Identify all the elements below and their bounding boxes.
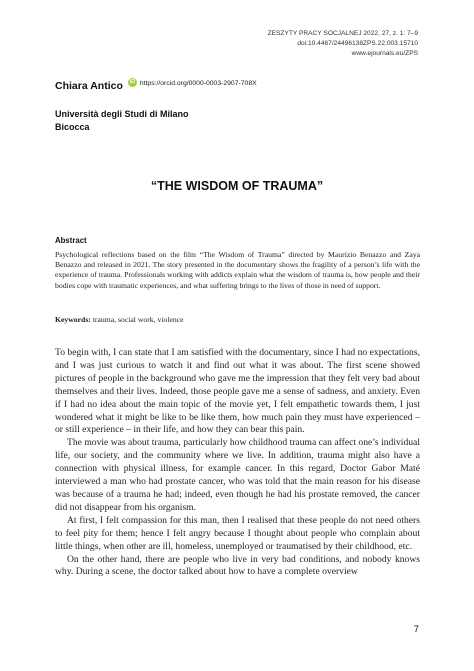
orcid-icon[interactable]: iD: [129, 78, 135, 85]
journal-issue: ZESZYTY PRACY SOCJALNEJ 2022, 27, z. 1: 7–9: [267, 30, 418, 37]
abstract-heading: Abstract: [55, 236, 87, 245]
body-paragraph: On the other hand, there are people who live in very bad conditions, and nobody knows why. During a scene, the doctor talked about how to have a complete overview: [55, 553, 420, 578]
abstract-text: Psychological reflections based on the film “The Wisdom of Trauma” directed by Maurizio Benazzo and Zaya Benazzo and released in 2021. The story presented in the documentary shows the fragility of a person’s life with the experience of trauma. Professionals working with addicts explain what the wisdom of trauma is, how people and their bodies cope with traumatic experiences, and what suffering brings to the lives of those in need of support.: [55, 250, 420, 290]
keywords-label: Keywords:: [55, 315, 91, 324]
body-paragraph: At first, I felt compassion for this man, then I realised that these people do not need others to feel pity for them; hence I felt angry because I thought about people who complain about little things, when other are ill, homeless, unemployed or traumatised by their childhood, etc.: [55, 514, 420, 552]
author-name: Chiara Antico: [55, 80, 123, 92]
affiliation-line: Università degli Studi di Milano: [55, 109, 189, 119]
body-paragraph: To begin with, I can state that I am satisfied with the documentary, since I had no expectations, and I was just curious to watch it and find out what it was about. The first scene showed pictures of people in the background who gave me the impression that they felt very bad about themselves and their lives. Indeed, those people gave me a sense of sadness, and anxiety. Even if I had no idea about the main topic of the movie yet, I felt empathetic towards them, I just wondered what it might be like to be like them, how much pain they must have experienced – or still experience – in their life, and how they can bear this pain.: [55, 347, 420, 436]
page-number: 7: [413, 624, 419, 635]
affiliation-line: Bicocca: [55, 122, 90, 132]
article-title: “THE WISDOM OF TRAUMA”: [150, 179, 324, 193]
body-paragraph: The movie was about trauma, particularly how childhood trauma can affect one’s individual life, our society, and the community where we live. In addition, trauma might also have a connection with physical illness, for example cancer. In this regard, Doctor Gabor Maté interviewed a man who had prostate cancer, who was told that the main reason for his disease was because of a trauma he had; indeed, even though he had his prostate removed, the cancer did not disappear from his organism.: [55, 437, 420, 513]
journal-citation: [268, 29, 418, 59]
journal-url[interactable]: www.ejournals.eu/ZPS: [351, 50, 418, 57]
orcid-link[interactable]: https://orcid.org/0000-0003-2907-708X: [139, 79, 257, 87]
journal-doi: doi:10.4467/24496138ZPS.22.003.15710: [297, 40, 418, 47]
article-body: [55, 347, 420, 579]
author-row: [55, 80, 257, 92]
keywords-list: trauma, social work, violence: [92, 315, 184, 324]
keywords: [55, 315, 184, 324]
author-affiliation: [55, 108, 189, 134]
